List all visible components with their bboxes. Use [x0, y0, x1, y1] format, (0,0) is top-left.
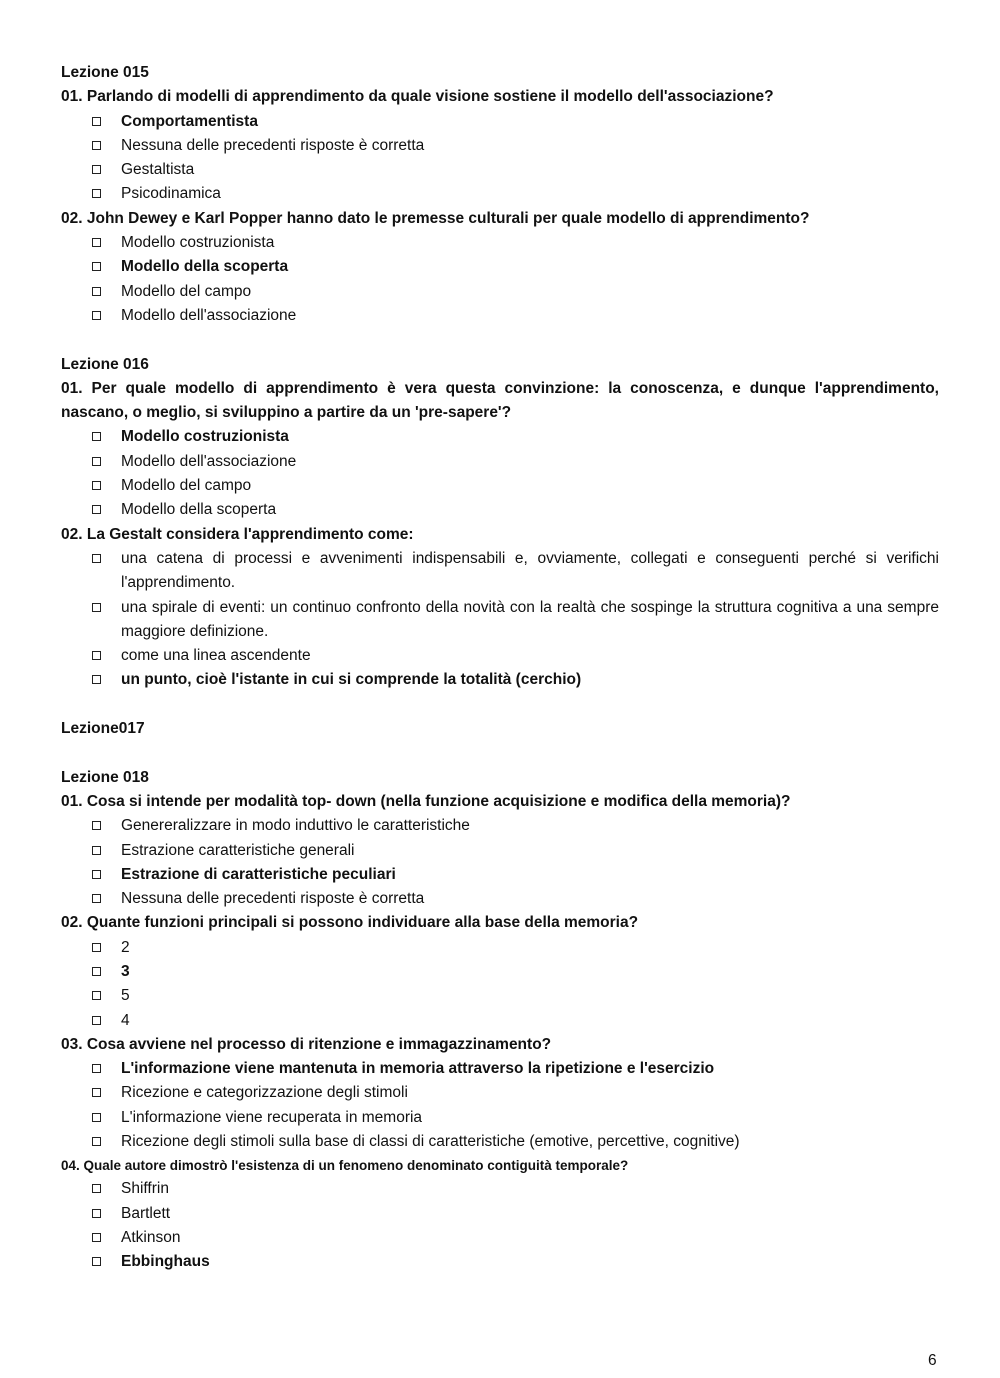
- checkbox-icon[interactable]: [61, 668, 121, 692]
- option-item[interactable]: [61, 960, 939, 984]
- checkbox-icon[interactable]: [61, 814, 121, 838]
- option-text: Modello del campo: [121, 282, 252, 300]
- option-text: Modello costruzionista: [121, 234, 275, 252]
- option-text: Ricezione degli stimoli sulla base di classi di caratteristiche (emotive, percettive, cognitive): [121, 1133, 740, 1151]
- option-item[interactable]: [61, 1130, 939, 1154]
- checkbox-icon[interactable]: [61, 280, 121, 304]
- option-item[interactable]: [61, 1081, 939, 1105]
- option-item[interactable]: [61, 1057, 939, 1081]
- checkbox-icon[interactable]: [61, 474, 121, 498]
- checkbox-icon[interactable]: [61, 110, 121, 134]
- option-item[interactable]: [61, 425, 939, 449]
- option-item[interactable]: [61, 231, 939, 255]
- option-item[interactable]: [61, 644, 939, 668]
- checkbox-icon[interactable]: [61, 134, 121, 158]
- option-item[interactable]: [61, 134, 939, 158]
- option-list: [61, 1177, 939, 1274]
- checkbox-icon[interactable]: [61, 255, 121, 279]
- lesson-title: Lezione 015: [61, 64, 149, 81]
- checkbox-icon[interactable]: [61, 887, 121, 911]
- checkbox-icon[interactable]: [61, 425, 121, 449]
- lesson-title: Lezione 018: [61, 768, 149, 786]
- checkbox-icon[interactable]: [61, 936, 121, 960]
- option-text: Ebbinghaus: [121, 1253, 210, 1271]
- option-text: una catena di processi e avvenimenti indispensabili e, ovviamente, collegati e conseguenti perché si verifichi l'apprendimento.: [121, 549, 939, 592]
- question-text: 03. Cosa avviene nel processo di ritenzione e immagazzinamento?: [61, 1035, 552, 1053]
- option-text: Modello dell'associazione: [121, 452, 297, 470]
- option-text: Estrazione di caratteristiche peculiari: [121, 865, 396, 883]
- checkbox-icon[interactable]: [61, 1130, 121, 1154]
- option-list: [61, 1057, 939, 1154]
- option-text: Modello dell'associazione: [121, 306, 297, 324]
- option-text: Comportamentista: [121, 112, 258, 130]
- checkbox-icon[interactable]: [61, 304, 121, 328]
- question-text: 02. La Gestalt considera l'apprendimento come:: [61, 525, 414, 543]
- question-text: 04. Quale autore dimostrò l'esistenza di un fenomeno denominato contiguità temporale?: [61, 1158, 629, 1174]
- option-item[interactable]: [61, 863, 939, 887]
- question-text: 01. Cosa si intende per modalità top- down (nella funzione acquisizione e modifica della memoria)?: [61, 792, 791, 810]
- option-text: Estrazione caratteristiche generali: [121, 841, 355, 859]
- option-item[interactable]: [61, 110, 939, 134]
- option-item[interactable]: [61, 158, 939, 182]
- page-number: 6: [928, 1352, 937, 1369]
- option-text: Ricezione e categorizzazione degli stimoli: [121, 1084, 408, 1102]
- option-item[interactable]: [61, 984, 939, 1008]
- question-text: 01. Parlando di modelli di apprendimento da quale visione sostiene il modello dell'associazione?: [61, 88, 774, 106]
- option-text: 4: [121, 1011, 130, 1029]
- option-item[interactable]: [61, 1177, 939, 1201]
- checkbox-icon[interactable]: [61, 644, 121, 668]
- option-text: un punto, cioè l'istante in cui si comprende la totalità (cerchio): [121, 671, 582, 689]
- checkbox-icon[interactable]: [61, 1081, 121, 1105]
- lesson-title: Lezione017: [61, 720, 145, 738]
- option-item[interactable]: [61, 936, 939, 960]
- checkbox-icon[interactable]: [61, 547, 121, 596]
- option-list: [61, 547, 939, 693]
- option-item[interactable]: [61, 474, 939, 498]
- option-item[interactable]: [61, 1226, 939, 1250]
- option-item[interactable]: [61, 814, 939, 838]
- option-text: 2: [121, 938, 130, 956]
- option-item[interactable]: [61, 1106, 939, 1130]
- question-text: 02. Quante funzioni principali si possono individuare alla base della memoria?: [61, 914, 639, 932]
- option-item[interactable]: [61, 547, 939, 596]
- option-text: Genereralizzare in modo induttivo le caratteristiche: [121, 817, 470, 835]
- option-item[interactable]: [61, 596, 939, 645]
- checkbox-icon[interactable]: [61, 960, 121, 984]
- checkbox-icon[interactable]: [61, 596, 121, 645]
- option-item[interactable]: [61, 668, 939, 692]
- spacer: [61, 693, 939, 717]
- option-list: [61, 936, 939, 1033]
- option-text: Shiffrin: [121, 1180, 169, 1198]
- option-text: 3: [121, 962, 130, 980]
- checkbox-icon[interactable]: [61, 863, 121, 887]
- checkbox-icon[interactable]: [61, 984, 121, 1008]
- checkbox-icon[interactable]: [61, 450, 121, 474]
- option-text: una spirale di eventi: un continuo confronto della novità con la realtà che sospinge la struttura cognitiva a una sempre maggiore definizione.: [121, 598, 939, 640]
- checkbox-icon[interactable]: [61, 1250, 121, 1274]
- checkbox-icon[interactable]: [61, 1202, 121, 1226]
- checkbox-icon[interactable]: [61, 1226, 121, 1250]
- option-item[interactable]: [61, 839, 939, 863]
- checkbox-icon[interactable]: [61, 231, 121, 255]
- checkbox-icon[interactable]: [61, 498, 121, 522]
- option-text: L'informazione viene mantenuta in memoria attraverso la ripetizione e l'esercizio: [121, 1060, 715, 1078]
- option-text: Psicodinamica: [121, 185, 221, 203]
- option-text: Modello della scoperta: [121, 501, 277, 519]
- question-text: 01. Per quale modello di apprendimento è vera questa convinzione: la conoscenza, e dunque l'apprendimento, nascano, o meglio, si sviluppino a partire da un 'pre-sapere'?: [61, 379, 939, 422]
- option-item[interactable]: [61, 280, 939, 304]
- option-item[interactable]: [61, 304, 939, 328]
- checkbox-icon[interactable]: [61, 1177, 121, 1201]
- option-text: Atkinson: [121, 1228, 181, 1246]
- spacer: [61, 328, 939, 352]
- question-text: 02. John Dewey e Karl Popper hanno dato le premesse culturali per quale modello di apprendimento?: [61, 209, 810, 227]
- option-item[interactable]: [61, 1250, 939, 1274]
- option-list: [61, 110, 939, 207]
- option-list: [61, 231, 939, 328]
- document-body: [61, 61, 939, 1275]
- option-text: Modello della scoperta: [121, 258, 289, 276]
- option-text: come una linea ascendente: [121, 647, 311, 665]
- option-text: Modello del campo: [121, 477, 252, 495]
- option-text: Gestaltista: [121, 161, 195, 179]
- option-list: [61, 425, 939, 522]
- checkbox-icon[interactable]: [61, 182, 121, 206]
- option-item[interactable]: [61, 1202, 939, 1226]
- option-item[interactable]: [61, 1009, 939, 1033]
- option-item[interactable]: [61, 182, 939, 206]
- option-text: 5: [121, 987, 130, 1005]
- option-item[interactable]: [61, 255, 939, 279]
- option-item[interactable]: [61, 498, 939, 522]
- option-text: Bartlett: [121, 1204, 171, 1222]
- option-item[interactable]: [61, 887, 939, 911]
- checkbox-icon[interactable]: [61, 839, 121, 863]
- option-text: Nessuna delle precedenti risposte è corretta: [121, 136, 425, 154]
- checkbox-icon[interactable]: [61, 1009, 121, 1033]
- checkbox-icon[interactable]: [61, 1057, 121, 1081]
- option-item[interactable]: [61, 450, 939, 474]
- option-text: Modello costruzionista: [121, 428, 289, 446]
- checkbox-icon[interactable]: [61, 1106, 121, 1130]
- option-text: Nessuna delle precedenti risposte è corretta: [121, 890, 425, 908]
- option-text: L'informazione viene recuperata in memoria: [121, 1108, 423, 1126]
- spacer: [61, 741, 939, 765]
- option-list: [61, 814, 939, 911]
- checkbox-icon[interactable]: [61, 158, 121, 182]
- lesson-title: Lezione 016: [61, 355, 149, 373]
